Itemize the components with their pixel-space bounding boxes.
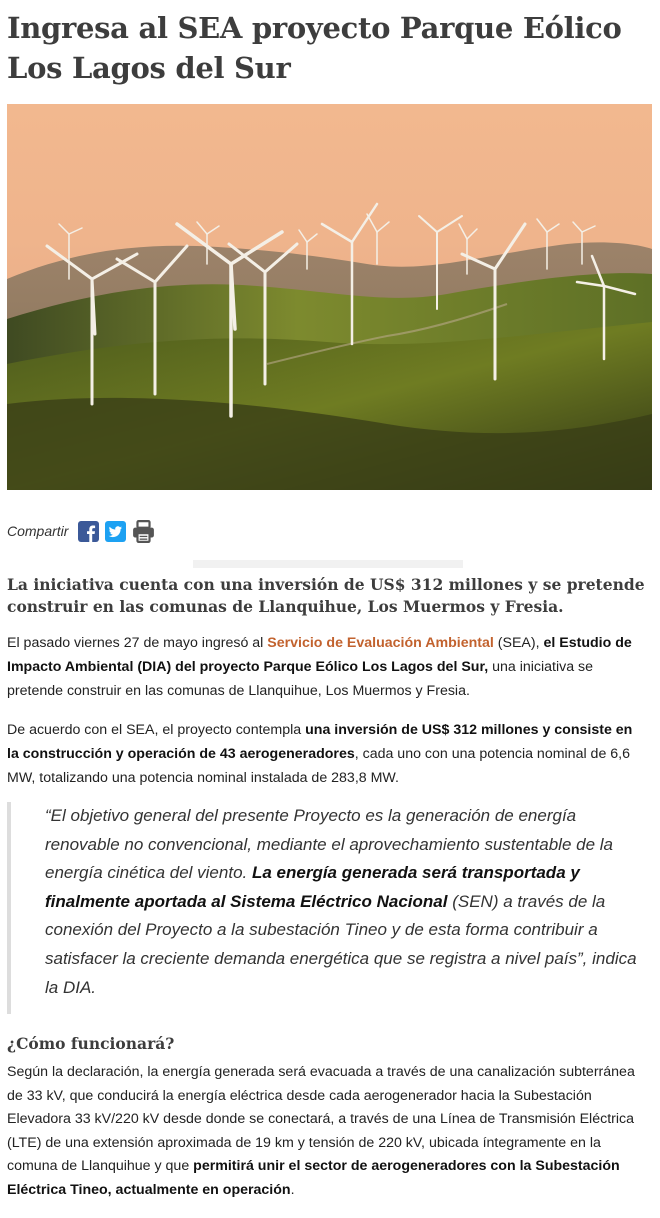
divider <box>193 560 463 568</box>
text-span: Según la declaración, la energía generada será evacuada a través de una canalización subterránea de 33 kV, que conducirá la energía eléctrica desde cada aerogenerador hacia la Subestación Elevadora 33 kV/220 kV desde donde se conectará, a través de una Línea de Transmisión Eléctrica (LTE) de una extensión aproximada de 19 km y tensión de 220 kV, ubicada íntegramente en la comuna de Llanquihue y que <box>7 1064 635 1175</box>
sea-link[interactable]: Servicio de Evaluación Ambiental <box>267 635 494 651</box>
hero-image-wind-farm <box>7 104 652 490</box>
text-span: . <box>290 1181 295 1198</box>
share-label: Compartir <box>7 523 69 539</box>
twitter-icon[interactable] <box>105 521 126 542</box>
print-icon[interactable] <box>132 520 155 543</box>
text-span: (SEA), <box>493 635 544 651</box>
quote-bold-text: La energía generada será transportada y finalmente aportada al Sistema Eléctrico Nacional <box>45 863 580 911</box>
facebook-icon[interactable] <box>78 521 99 542</box>
article-lead: La iniciativa cuenta con una inversión de US$ 312 millones y se pretende construir en las comunas de Llanquihue, Los Muermos y Fresia. <box>7 575 645 616</box>
quote-text: (SEN) a través de la conexión del Proyecto a la subestación Tineo y de esta forma contribuir a satisfacer la creciente demanda energética que se registra a nivel país”, indica la DIA. <box>45 891 637 997</box>
bold-text: permitirá unir el sector de aerogeneradores con la Subestación Eléctrica Tineo, actualmente en operación <box>7 1158 620 1198</box>
article-title: Ingresa al SEA proyecto Parque Eólico Los Lagos del Sur <box>7 11 622 85</box>
quote-text: “El objetivo general del presente Proyecto es la generación de energía renovable no convencional, mediante el aprovechamiento sustentable de la energía cinética del viento. <box>45 806 613 883</box>
blockquote <box>7 802 647 1014</box>
share-bar <box>7 516 155 546</box>
section-heading: ¿Cómo funcionará? <box>7 1034 175 1053</box>
bold-text: una inversión de US$ 312 millones y consiste en la construcción y operación de 43 aerogeneradores <box>7 722 633 762</box>
text-span: una iniciativa se pretende construir en las comunas de Llanquihue, Los Muermos y Fresia. <box>7 659 594 699</box>
paragraph-2 <box>7 718 647 790</box>
paragraph-3 <box>7 1061 647 1203</box>
text-span: De acuerdo con el SEA, el proyecto contempla <box>7 722 306 738</box>
text-span: El pasado viernes 27 de mayo ingresó al <box>7 635 268 651</box>
paragraph-1 <box>7 631 647 703</box>
bold-text: el Estudio de Impacto Ambiental (DIA) del proyecto Parque Eólico Los Lagos del Sur, <box>7 635 632 675</box>
text-span: , cada uno con una potencia nominal de 6,6 MW, totalizando una potencia nominal instalada de 283,8 MW. <box>7 746 631 786</box>
